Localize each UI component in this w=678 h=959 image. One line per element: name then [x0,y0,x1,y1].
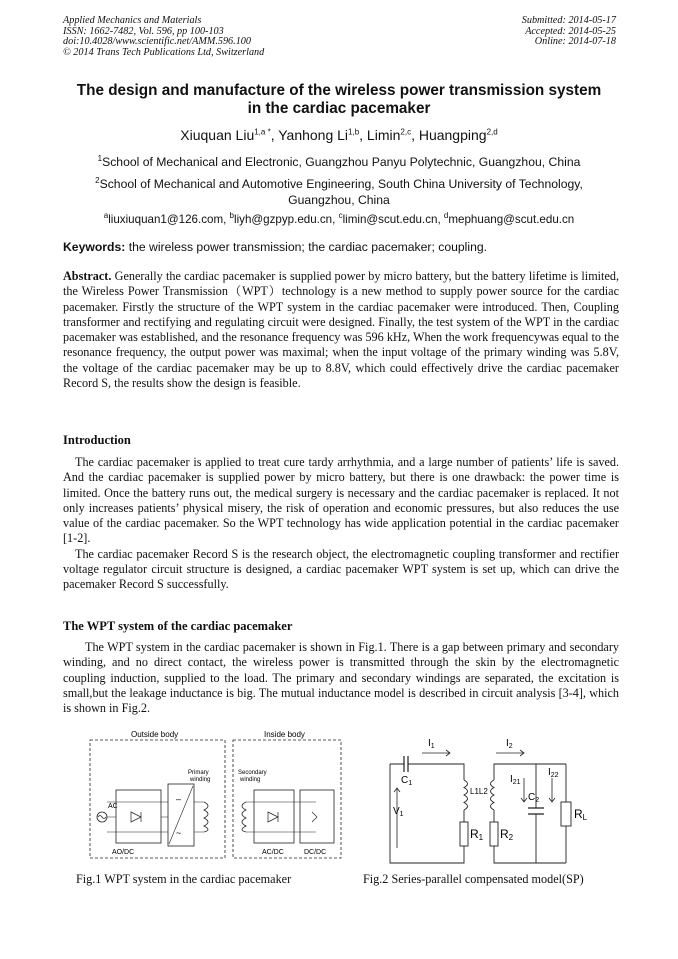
dcdc-box [300,790,334,843]
email-c-sup: c [338,211,343,221]
primary-label-1: Primary [188,770,209,776]
resistor-rl [561,802,571,826]
affiliation-2 [80,176,598,208]
arrow-i21 [521,778,527,802]
author-4-sup: 2,d [486,127,498,137]
svg-text:~: ~ [176,828,182,838]
dates-header [522,16,616,48]
accepted-date: Accepted: 2014-05-25 [525,25,616,37]
paper-title [40,82,638,118]
figure-2-caption: Fig.2 Series-parallel compensated model(SP) [363,872,584,886]
primary-label-2: winding [190,777,211,783]
label-c2: $C_2$ [528,792,540,804]
inductor-l1 [464,780,468,810]
author-1: Xiuquan Liu [180,127,255,143]
affiliation-1-text: School of Mechanical and Electronic, Guangzhou Panyu Polytechnic, Guangzhou, China [102,155,581,169]
affiliation-1-sup: 1 [97,153,103,163]
abstract [63,269,619,391]
keywords-text: the wireless power transmission; the cardiac pacemaker; coupling. [125,240,488,254]
label-r2: R2 [500,827,514,842]
label-v1: $V_1$ [393,806,404,818]
dcdc-label: DC/DC [304,849,327,856]
author-2-sup: 1,b [348,127,360,137]
author-2: , Yanhong Li [270,127,349,143]
arrow-i1 [422,750,450,756]
email-a[interactable]: liuxiuquan1@126.com, [108,213,230,226]
affiliation-2-text: School of Mechanical and Automotive Engineering, South China University of Technology, Guangzhou, China [99,177,583,207]
issn: ISSN: 1662-7482, Vol. 596, pp 100-103 [63,25,224,37]
email-b[interactable]: liyh@gzpyp.edu.cn, [234,213,339,226]
label-r1: R1 [470,827,484,842]
label-i21: $I_{21}$ [510,774,521,786]
primary-winding-icon [204,802,208,832]
author-list [40,127,638,143]
label-rl: RL [574,807,588,822]
introduction-body [63,455,619,593]
secondary-label-1: Secondary [238,770,267,776]
email-c[interactable]: limin@scut.edu.cn, [342,213,444,226]
online-date: Online: 2014-07-18 [534,36,616,47]
abstract-label: Abstract. [63,269,112,283]
figure-1-block-diagram [86,730,344,862]
figure-2-circuit-diagram [384,730,612,868]
acdc-label: AC/DC [262,849,284,856]
author-3: , Limin [359,127,401,143]
copyright: © 2014 Trans Tech Publications Ltd, Switzerland [63,46,265,58]
arrow-i2 [496,750,524,756]
label-i2: $I_2$ [506,738,513,750]
email-d[interactable]: mephuang@scut.edu.cn [448,213,575,226]
label-i22: $I_{22}$ [548,767,559,779]
keywords-label: Keywords: [63,240,126,254]
wpt-section-body [63,640,619,716]
arrow-i22 [549,778,555,802]
svg-text:–: – [176,794,182,804]
resistor-r1 [460,822,468,846]
submitted-date: Submitted: 2014-05-17 [521,15,616,26]
outside-body-box [90,740,225,858]
title-line-2: in the cardiac pacemaker [247,100,431,117]
email-d-sup: d [443,211,449,221]
affiliation-2-sup: 2 [95,175,100,185]
secondary-winding-icon [242,802,246,832]
doi: doi:10.4028/www.scientific.net/AMM.596.100 [63,36,251,47]
ac-label: AC [108,803,118,810]
introduction-heading: Introduction [63,433,131,447]
intro-paragraph-2: The cardiac pacemaker Record S is the research object, the electromagnetic coupling transformer and rectifier voltage regulator circuit structure is designed, a cardiac pacemaker WPT system is set up, which can drive the pacemaker Record S successfully. [63,546,619,592]
outside-body-label: Outside body [131,730,179,739]
label-i1: $I_1$ [428,738,435,750]
label-c1: $C_1$ [401,775,413,787]
journal-header [63,16,264,58]
label-l1l2: L1L2 [470,787,488,796]
acdc-box [254,790,294,843]
email-a-sup: a [103,211,109,221]
wpt-paragraph-1: The WPT system in the cardiac pacemaker is shown in Fig.1. There is a gap between primary and secondary winding, and no direct contact, the wireless power is transmitted through the skin by the electromagnetic coupling induction, supplied to the load. The primary and secondary windings are separated, the excitation is small,but the leakage inductance is big. The mutual inductance model is described in circuit analysis [3-4], which is shown in Fig.2. [63,640,619,716]
affiliation-1 [40,154,638,170]
rectifier-box [116,790,161,843]
figure-1-caption: Fig.1 WPT system in the cardiac pacemaker [76,872,292,886]
resistor-r2 [490,822,498,846]
author-1-sup: 1,a * [254,127,271,137]
inside-body-label: Inside body [264,730,305,739]
secondary-label-2: winding [240,777,261,783]
wpt-section-heading: The WPT system of the cardiac pacemaker [63,619,293,633]
email-list [40,213,638,226]
journal-name: Applied Mechanics and Materials [63,15,202,26]
capacitor-c2 [528,808,544,814]
inside-body-box [233,740,341,858]
intro-paragraph-1: The cardiac pacemaker is applied to treat cure tardy arrhythmia, and a large number of patients’ life is saved. And the cardiac pacemaker is supplied power by micro battery, but there is one drawback: the power time is limited. Once the battery runs out, the medical surgery is necessary and the cardiac pacemaker is replaced. It not only increases patients’ physical misery, the risk of operation and economic pressures, but also reduces the use value of the cardiac pacemaker. So the WPT technology has wide application potential in the cardiac pacemaker [1-2]. [63,455,619,546]
aodc-label: AO/DC [112,849,135,856]
keywords [63,240,619,254]
email-b-sup: b [229,211,234,221]
inductor-l2 [491,780,495,810]
abstract-text: Generally the cardiac pacemaker is supplied power by micro battery, but the battery lifetime is limited, the Wireless Power Transmission（WPT）technology is a new method to supply power source for the cardiac pacemaker. Firstly the structure of the WPT system in the cardiac pacemaker were introduced. Then, Coupling transformer and rectifying and regulating circuit were designed. Finally, the test system of the WPT in the cardiac pacemaker was established, and the resonance frequency was 596 kHz, When the work frequencywas equal to the resonance frequency, the output power was maximal; when the input voltage of the primary winding was 5.8V, the voltage of the cardiac pacemaker may be up to 8.8V, which could effectively drive the cardiac pacemaker Record S, the results show the design is feasible. [63,269,619,391]
arrow-v1 [394,788,400,848]
author-3-sup: 2,c [400,127,412,137]
author-4: , Huangping [411,127,487,143]
capacitor-c1 [404,756,408,772]
title-line-1: The design and manufacture of the wireless power transmission system [76,82,602,99]
